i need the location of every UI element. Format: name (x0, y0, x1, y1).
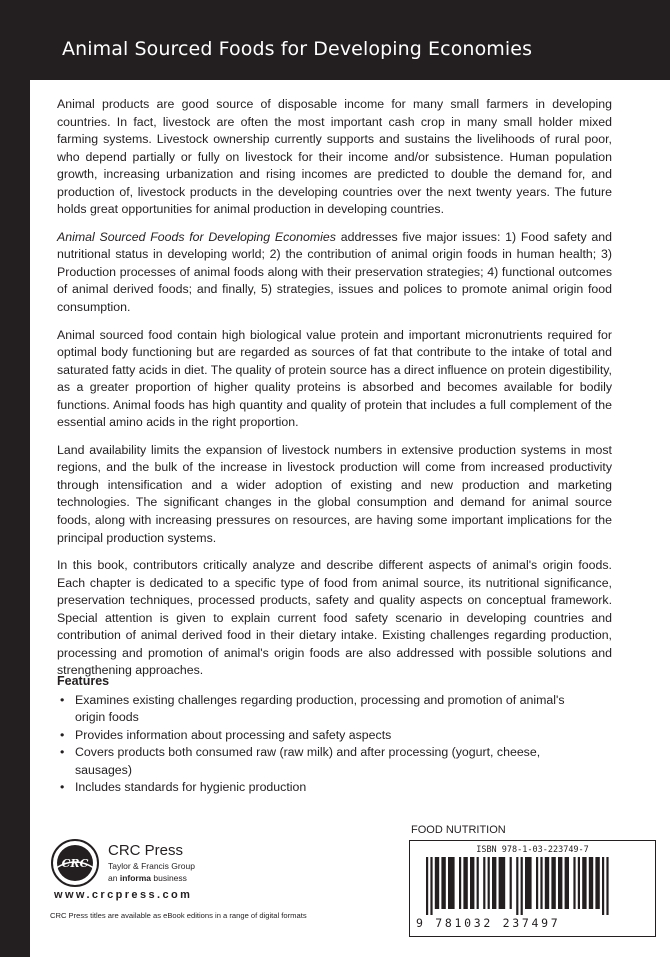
crc-logo-graphic (50, 838, 100, 888)
barcode-bar (582, 857, 586, 909)
barcode-bar (459, 857, 461, 909)
barcode-bar (477, 857, 479, 909)
publisher-business (108, 873, 187, 883)
barcode-bar (463, 857, 467, 909)
barcode-bar (565, 857, 569, 909)
logo-text: CRC (61, 857, 89, 870)
bullet-icon: • (60, 780, 65, 794)
paragraph-2 (57, 229, 612, 317)
feature-item (57, 727, 577, 745)
barcode-bar (540, 857, 542, 909)
bullet-icon: • (60, 692, 65, 707)
feature-item (57, 692, 577, 727)
subject-category: FOOD NUTRITION (411, 824, 506, 836)
barcode-bar (545, 857, 549, 909)
barcode (409, 840, 656, 937)
barcode-bar (483, 857, 485, 909)
barcode-bar (536, 857, 538, 909)
barcode-digits: 9 781032 237497 (416, 916, 561, 930)
features-section (57, 673, 577, 797)
barcode-bar (470, 857, 474, 909)
publisher-group: Taylor & Francis Group (108, 861, 195, 871)
publisher-block (50, 838, 350, 948)
business-prefix: an (108, 873, 120, 883)
paragraph-5: In this book, contributors critically analyze and describe different aspects of animal's origin foods. Each chapter is dedicated to a specific type of food from animal source, its nutritional significance, preservation techniques, processed products, safety and quality aspects on conceptual framework. Special attention is given to explain current food safety scenario in developing countries and contribution of animal derived food in their dietary intake. Existing challenges regarding production, processing and promotion of animal's origin foods are also addressed with possible solutions and strengthening approaches. (57, 558, 612, 678)
barcode-bar (499, 857, 506, 909)
isbn-label: ISBN 978-1-03-223749-7 (476, 845, 589, 855)
description (57, 96, 612, 690)
publisher-name: CRC Press (108, 842, 184, 859)
bullet-icon: • (60, 745, 65, 759)
barcode-bar (516, 857, 518, 915)
barcode-bar (525, 857, 532, 909)
crc-logo-icon (50, 838, 100, 888)
feature-text: Examines existing challenges regarding production, processing and promotion of animal's origin foods (75, 692, 565, 724)
barcode-bar (595, 857, 599, 909)
paragraph-1: Animal products are good source of disposable income for many small farmers in developing countries. In fact, livestock are often the most important cash crop in many small holder mixed farming systems. Livestock ownership currently supports and sustains the livelihoods of rural poor, who depend partially or fully on livestock for their income and/or subsistence. Human population growth, increasing urbanization and rising incomes are predicted to double the demand for, and production of, livestock products in the developing countries over the next twenty years. The future holds great opportunities for animal production in developing countries. (57, 97, 612, 217)
business-suffix: business (151, 873, 187, 883)
feature-item (57, 744, 577, 779)
barcode-bar (448, 857, 455, 909)
paragraph-2-title: Animal Sourced Foods for Developing Economies (57, 229, 336, 244)
feature-text: Includes standards for hygienic production (75, 780, 307, 794)
barcode-bar (430, 857, 432, 915)
barcode-bars (426, 857, 639, 915)
paragraph-2-text: addresses five major issues: 1) Food safety and nutritional status in developing world; 2) the contribution of animal origin foods in human health; 3) Production processes of animal foods along with their preservation strategies; 4) functional outcomes of animal derived foods; and finally, 5) strategies, issues and polices to promote animal origin food consumption. (57, 229, 612, 315)
features-list (57, 692, 577, 797)
publisher-website: www.crcpress.com (54, 889, 193, 901)
paragraph-3: Animal sourced food contain high biological value protein and important micronutrients required for optimal body functioning but are regarded as sources of fat that contribute to the intake of total and saturated fatty acids in diet. The quality of protein source has a direct influence on protein digestibility, as a greater proportion of higher quality proteins is absorbed and becomes available for bodily functions. Animal foods has high quantity and quality of protein that includes a full complement of the essential amino acids in the right proportion. (57, 327, 612, 430)
ebook-note: CRC Press titles are available as eBook editions in a range of digital formats (50, 911, 307, 920)
features-heading: Features (57, 674, 110, 688)
barcode-bar (435, 857, 439, 909)
barcode-bar (573, 857, 575, 909)
feature-item (57, 779, 577, 797)
barcode-bar (441, 857, 445, 909)
barcode-bar (578, 857, 580, 909)
feature-text: Covers products both consumed raw (raw milk) and after processing (yogurt, cheese, sausages) (75, 745, 541, 777)
barcode-bar (551, 857, 555, 909)
bullet-icon: • (60, 727, 65, 742)
barcode-bar (488, 857, 490, 909)
business-brand: informa (119, 873, 151, 883)
barcode-bar (492, 857, 496, 909)
barcode-bar (589, 857, 593, 909)
book-title: Animal Sourced Foods for Developing Economies (62, 38, 533, 60)
barcode-bar (510, 857, 512, 909)
barcode-bar (521, 857, 523, 915)
paragraph-4: Land availability limits the expansion of livestock numbers in extensive production systems in most regions, and the bulk of the increase in livestock production will come from increased productivity through intensification and a wider adoption of existing and new production and marketing technologies. The significant changes in the global consumption and demand for animal source foods, along with increasing pressures on resources, are having some important implications for the principal production systems. (57, 442, 612, 545)
barcode-bar (558, 857, 562, 909)
feature-text: Provides information about processing and safety aspects (75, 727, 392, 742)
barcode-bar (426, 857, 428, 915)
barcode-bar (602, 857, 604, 915)
barcode-bar (606, 857, 608, 915)
